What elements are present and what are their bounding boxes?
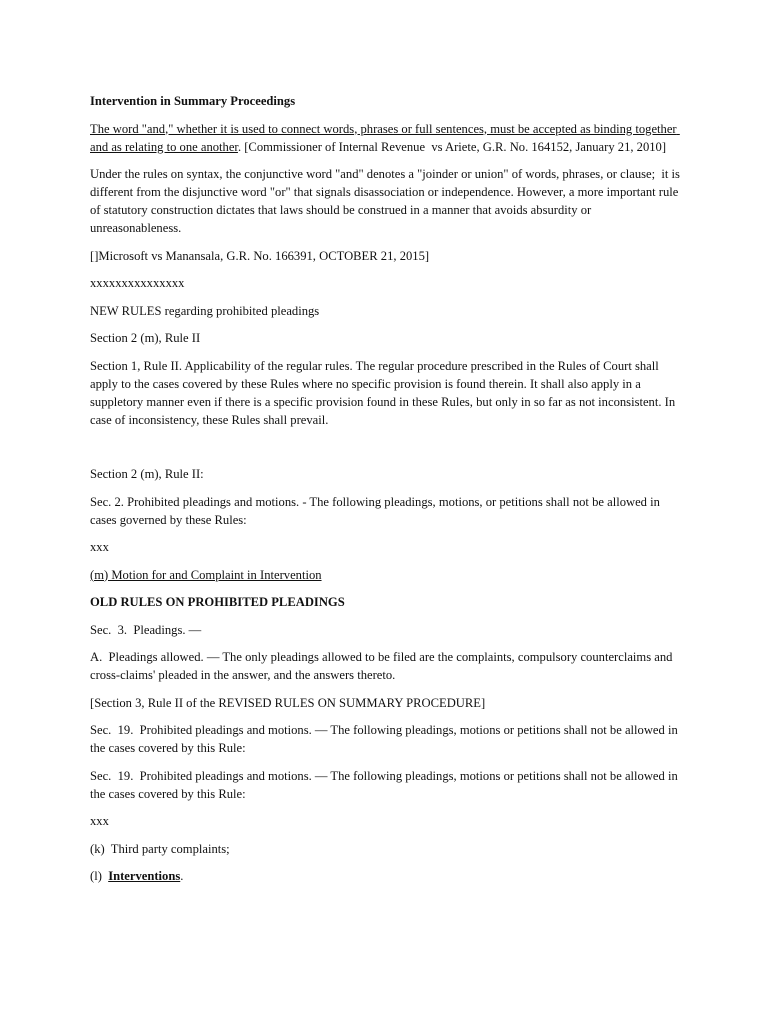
- sec19-paragraph-1: Sec. 19. Prohibited pleadings and motions. — The following pleadings, motions or petitions shall not be allowed in the cases covered by this Rule:: [90, 723, 681, 755]
- section-reference-1: Section 2 (m), Rule II: [90, 331, 201, 345]
- quote-underlined-text: The word "and," whether it is used to connect words, phrases or full sentences, must be accepted as binding together and as relating to one another: [90, 121, 680, 154]
- sec3-heading: Sec. 3. Pleadings. —: [90, 622, 202, 637]
- new-rules-title: NEW RULES regarding prohibited pleadings: [90, 303, 320, 318]
- quote-citation: . [Commissioner of Internal Revenue vs Ariete, G.R. No. 164152, January 21, 2010]: [237, 139, 667, 154]
- section1-paragraph: Section 1, Rule II. Applicability of the regular rules. The regular procedure prescribed in the Rules of Court shall apply to the cases covered by these Rules where no specific provision is found therein. It shall also apply in a suppletory manner even if there is a specific provision found in these Rules, but only in so far as not inconsistent. In case of inconsistency, these Rules shall prevail.: [90, 358, 679, 427]
- document-heading: Intervention in Summary Proceedings: [90, 94, 296, 108]
- pleadings-allowed-paragraph: A. Pleadings allowed. — The only pleadings allowed to be filed are the complaints, compulsory counterclaims and cross-claims' pleaded in the answer, and the answers thereto.: [90, 650, 676, 682]
- syntax-paragraph: Under the rules on syntax, the conjunctive word "and" denotes a "joinder or union" of words, phrases, or clause; it is different from the disjunctive word "or" that signals disassociation or independence. However, a more important rule of statutory construction dictates that laws should be construed in a manner that avoids absurdity or unreasonableness.: [90, 167, 684, 235]
- section3-citation: [Section 3, Rule II of the REVISED RULES ON SUMMARY PROCEDURE]: [90, 695, 486, 710]
- blank-line: [90, 438, 680, 465]
- item-l-interventions: Interventions: [108, 869, 181, 883]
- section-reference-2: Section 2 (m), Rule II:: [90, 467, 204, 481]
- separator-line: xxxxxxxxxxxxxxx: [90, 276, 185, 290]
- item-l: [90, 867, 680, 885]
- item-l-prefix: (l): [90, 869, 109, 883]
- sec2-paragraph: Sec. 2. Prohibited pleadings and motions. - The following pleadings, motions, or petitions shall not be allowed in cases governed by these Rules:: [90, 494, 664, 527]
- quote-paragraph: [90, 120, 680, 156]
- old-rules-title: OLD RULES ON PROHIBITED PLEADINGS: [90, 595, 345, 609]
- omission-marker-1: xxx: [90, 540, 109, 554]
- microsoft-citation: []Microsoft vs Manansala, G.R. No. 166391, OCTOBER 21, 2015]: [90, 248, 430, 263]
- sec19-paragraph-2: Sec. 19. Prohibited pleadings and motions. — The following pleadings, motions or petitions shall not be allowed in the cases covered by this Rule:: [90, 768, 681, 801]
- item-m: (m) Motion for and Complaint in Intervention: [90, 567, 322, 582]
- omission-marker-2: xxx: [90, 814, 109, 828]
- item-k: (k) Third party complaints;: [90, 841, 230, 856]
- item-l-suffix: .: [180, 869, 184, 883]
- document-page: [90, 92, 684, 895]
